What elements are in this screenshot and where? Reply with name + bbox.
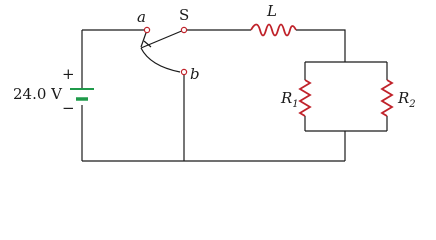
terminal-s	[181, 27, 186, 32]
wire-inductor-to-parallel	[296, 30, 345, 62]
battery-plus-sign: +	[62, 65, 75, 83]
inductor-label: L	[267, 2, 277, 20]
switch-terminal-a-label: a	[137, 8, 146, 26]
resistor-r2	[382, 80, 416, 116]
inductor-coil	[251, 25, 296, 36]
battery-minus-sign: −	[62, 99, 75, 117]
inductor	[251, 2, 296, 36]
resistor-r2-zigzag	[382, 80, 392, 116]
terminal-a	[144, 27, 149, 32]
wires	[82, 30, 387, 161]
resistor-r1-label: $R_1$	[281, 89, 299, 110]
terminal-b	[181, 69, 186, 74]
resistor-r1-zigzag	[300, 80, 310, 116]
resistor-r2-label: $R_2$	[398, 89, 416, 110]
switch-arc-to-b	[141, 48, 180, 72]
switch	[137, 6, 200, 83]
switch-terminal-b-label: b	[190, 65, 200, 83]
battery-voltage-label: 24.0 V	[13, 85, 62, 103]
switch-label: S	[179, 6, 190, 24]
resistor-r1	[280, 80, 310, 116]
